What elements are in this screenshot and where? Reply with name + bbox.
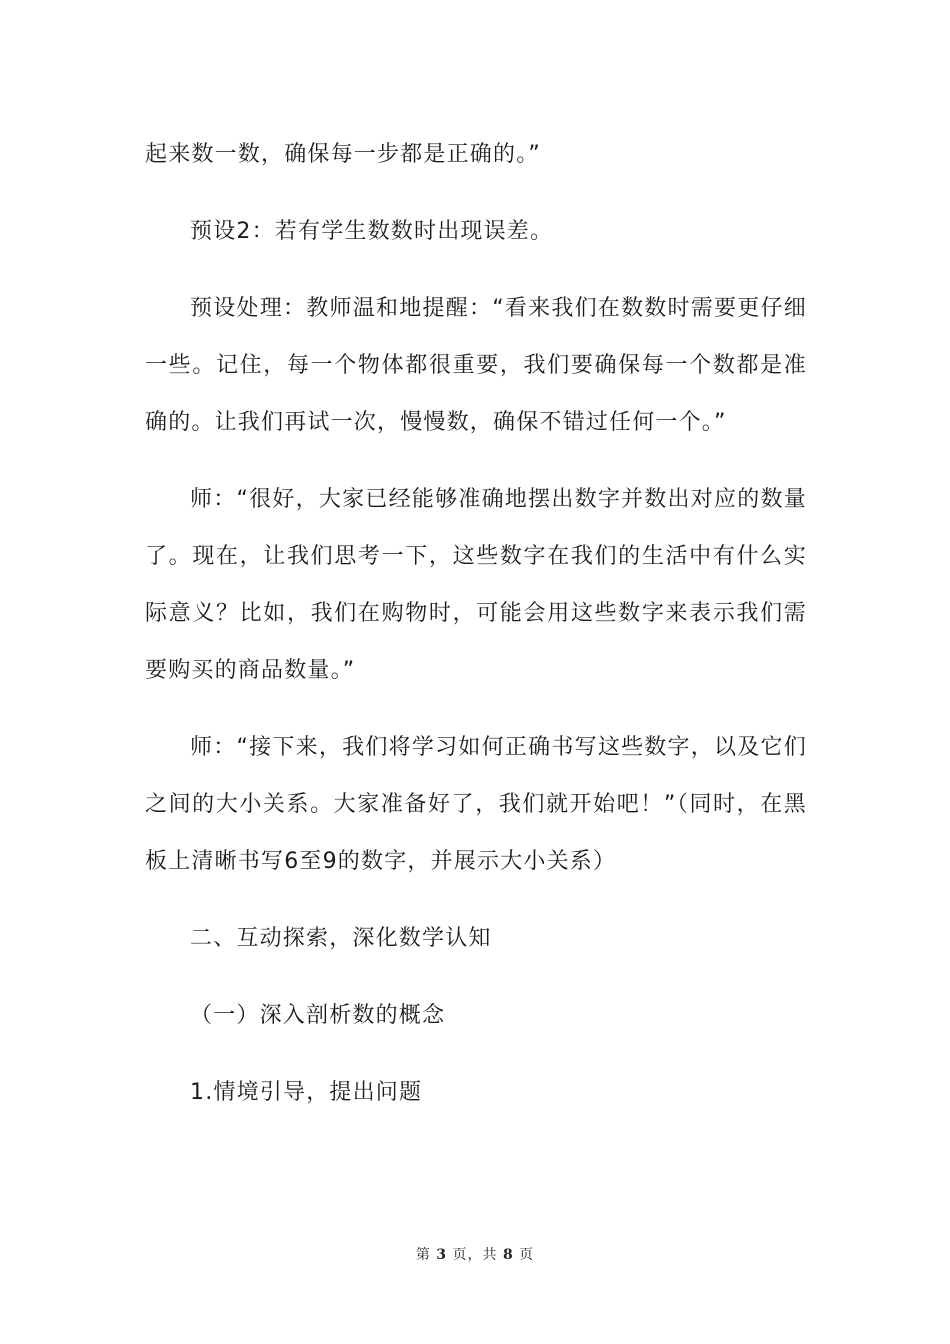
- footer-current-page: 3: [436, 1247, 448, 1263]
- paragraph-teacher-writing: 师：“接下来，我们将学习如何正确书写这些数字，以及它们之间的大小关系。大家准备好了，我们就开始吧！”（同时，在黑板上清晰书写6至9的数字，并展示大小关系）: [145, 735, 807, 874]
- footer-suffix: 页: [513, 1247, 535, 1263]
- item-heading-1: 1.情境引导，提出问题: [190, 1080, 423, 1105]
- document-body: [145, 126, 807, 1121]
- footer-prefix: 第: [415, 1247, 437, 1263]
- footer-total-pages: 8: [502, 1247, 514, 1263]
- paragraph-teacher-meaning: 师：“很好，大家已经能够准确地摆出数字并数出对应的数量了。现在，让我们思考一下，这些数字在我们的生活中有什么实际意义？比如，我们在购物时，可能会用这些数字来表示我们需要购买的商品数量。”: [145, 487, 807, 683]
- subsection-heading-1: （一）深入剖析数的概念: [190, 1003, 446, 1028]
- paragraph-preset-2: 预设2：若有学生数数时出现误差。: [190, 219, 554, 244]
- page-footer: [0, 1244, 950, 1264]
- section-heading-2: 二、互动探索，深化数学认知: [190, 926, 492, 951]
- paragraph-continuation: 起来数一数，确保每一步都是正确的。”: [145, 142, 541, 167]
- footer-middle: 页，共: [447, 1247, 503, 1263]
- paragraph-preset-handling: 预设处理：教师温和地提醒：“看来我们在数数时需要更仔细一些。记住，每一个物体都很重要，我们要确保每一个数都是准确的。让我们再试一次，慢慢数，确保不错过任何一个。”: [145, 296, 807, 435]
